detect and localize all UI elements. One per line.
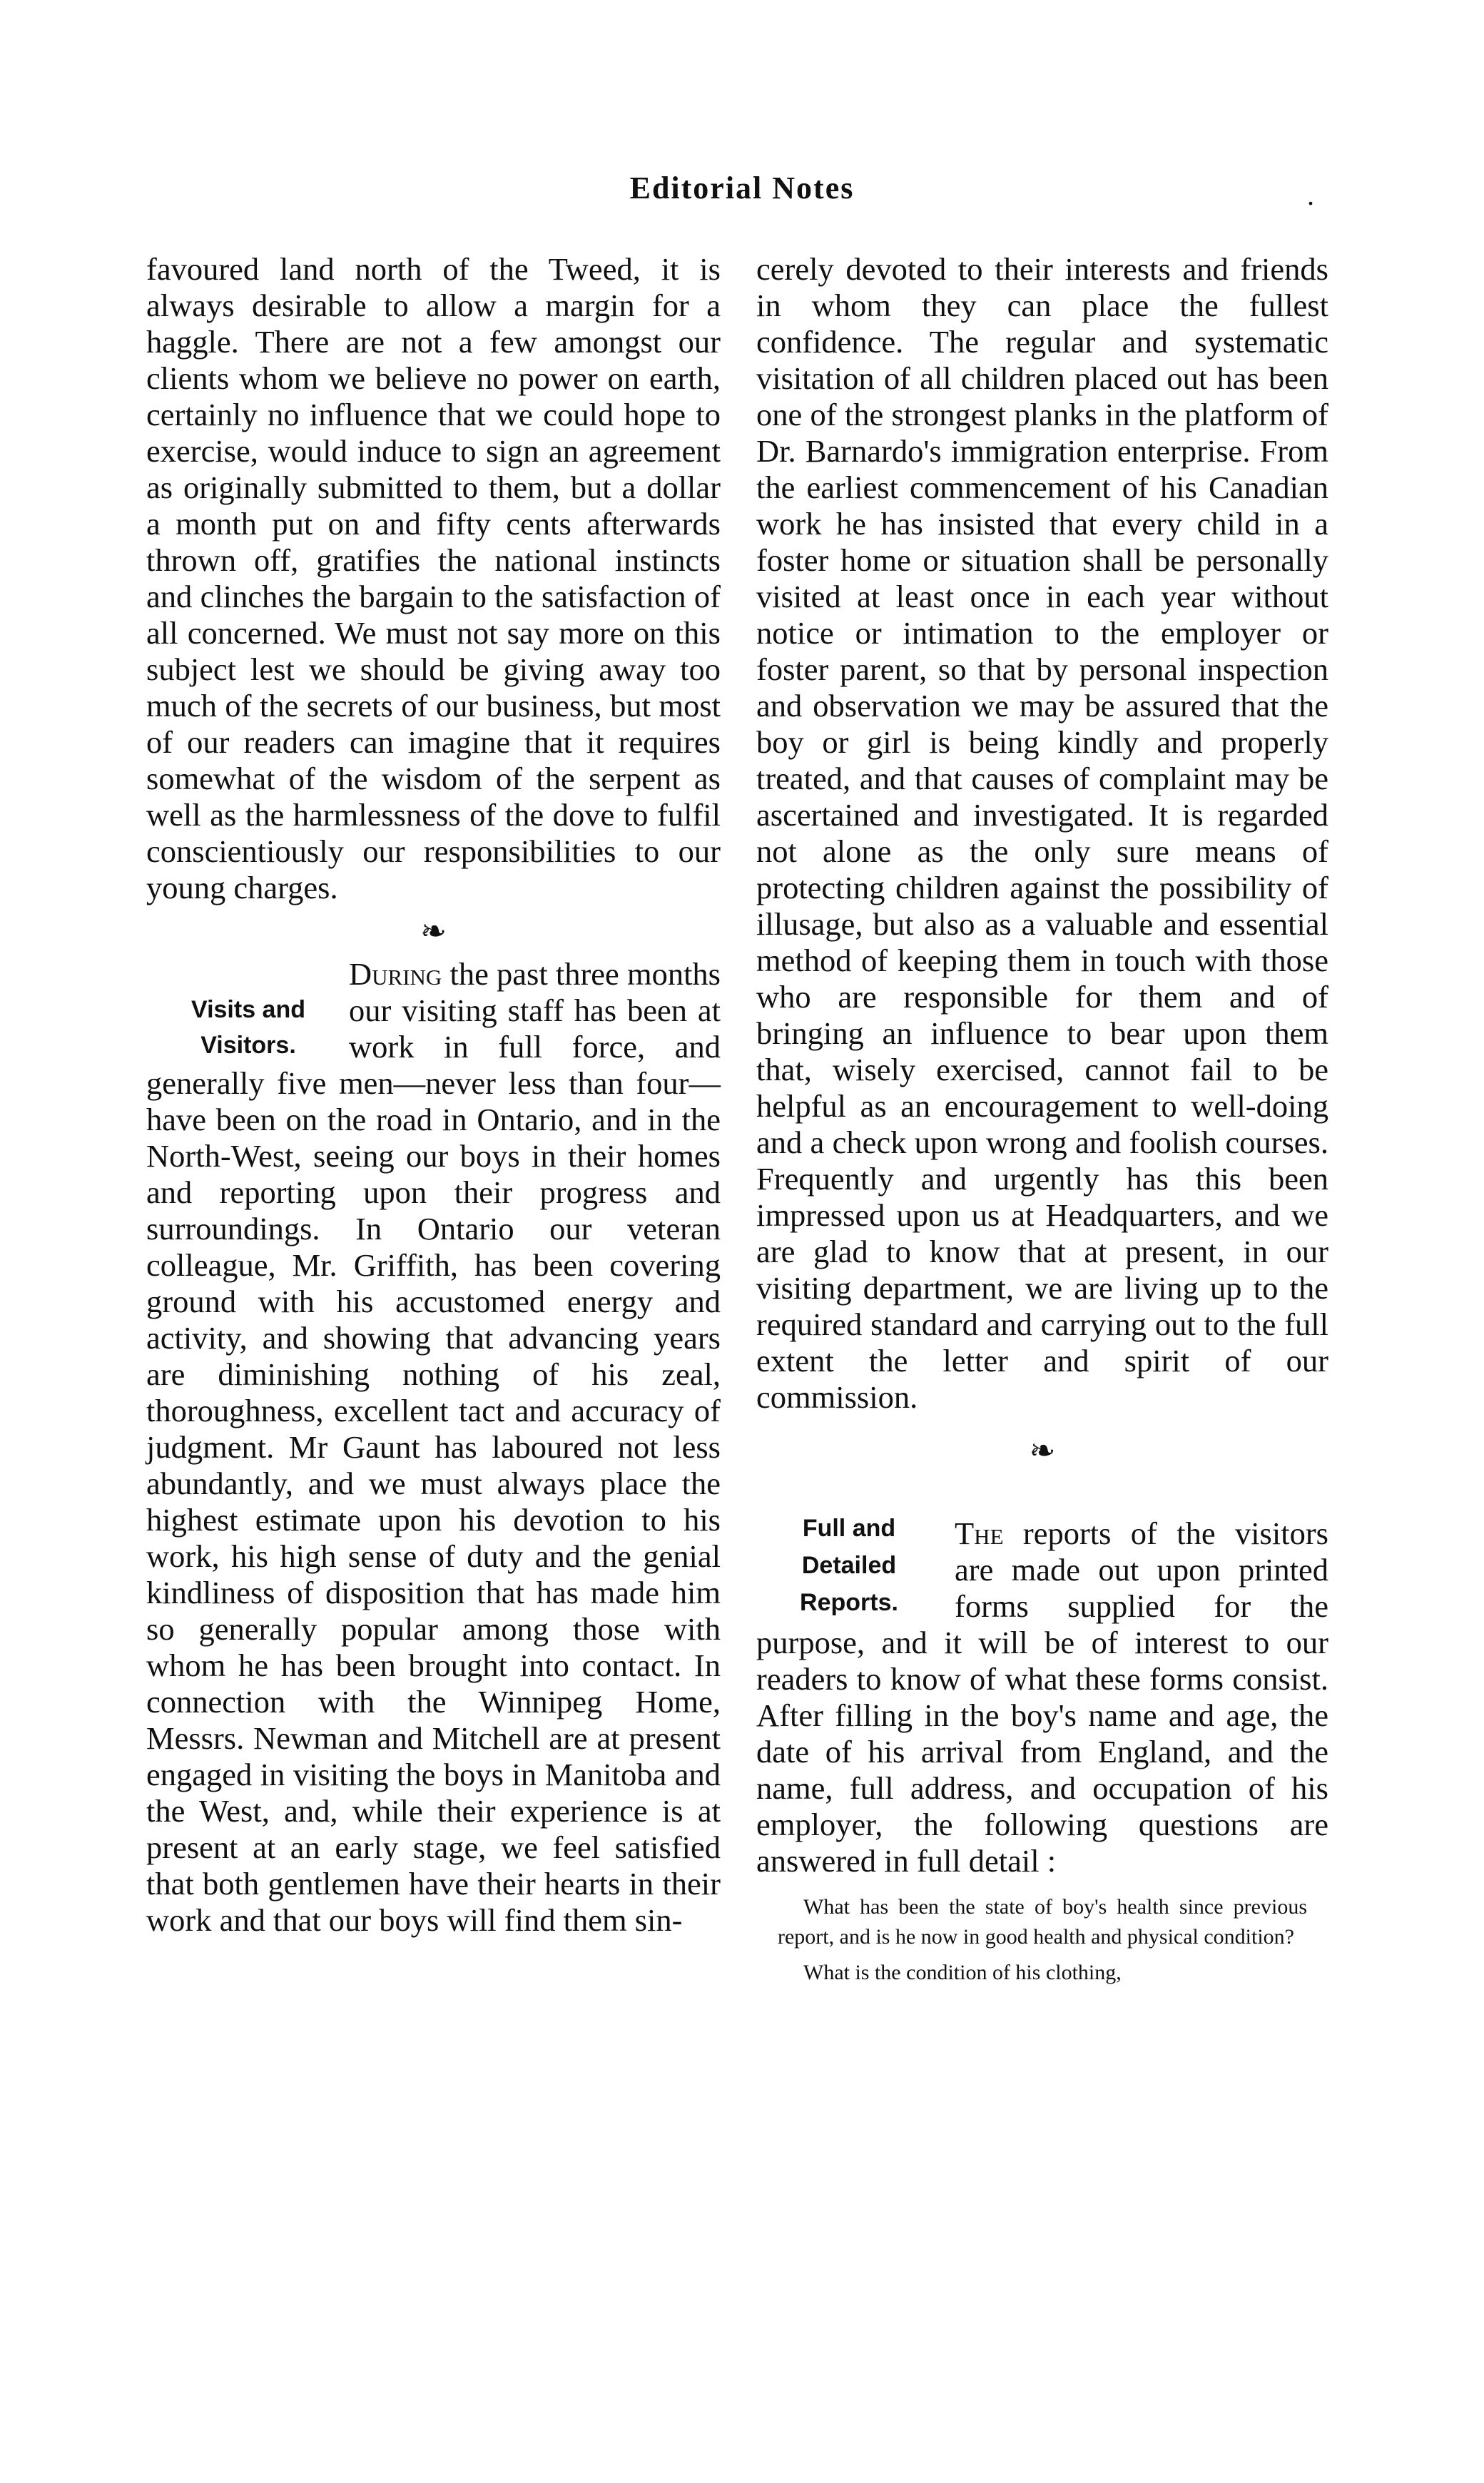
left-paragraph-2-text: the past three months our visiting staff has been at work in full force, and generally five men—never less than four—have been on the road in Ontario, and in the North-West, seeing our boys in their homes and reporting upon their progress and surroundings. In Ontario our veteran colleague, Mr. Griffith, has been covering ground with his accustomed energy and activity, and showing that advancing years are diminishing nothing of his zeal, thoroughness, excellent tact and accuracy of judgment. Mr Gaunt has laboured not less abundantly, and we must always place the highest estimate upon his devotion to his work, his high sense of duty and the genial kindliness of disposition that has made him so generally popular among those with whom he has been brought into contact. In connection with the Winnipeg Home, Messrs. Newman and Mitchell are at present engaged in visiting the boys in Manitoba and the West, and, while their experience is at present at an early stage, we feel satisfied that both gentlemen have their hearts in their work and that our boys will find them sin- [146,956,721,1938]
left-paragraph-1: favoured land north of the Tweed, it is always desirable to allow a margin for a haggle. There are not a few amongst our clients whom we believe no power on earth, certainly no influence that we could hope to exercise, would induce to sign an agreement as originally submitted to them, but a dollar a month put on and fifty cents afterwards thrown off, gratifies the national instincts and clinches the bargain to the satisfaction of all concerned. We must not say more on this subject lest we should be giving away too much of the secrets of our business, but most of our readers can imagine that it requires somewhat of the wisdom of the serpent as well as the harmlessness of the dove to fulfil conscientiously our responsibilities to our young charges. [146,251,721,905]
form-question-2: What is the condition of his clothing, [803,1961,1122,1984]
left-column [146,251,721,1939]
drop-lead-word: During [349,956,442,992]
fleuron-ornament-icon: ❧ [420,914,447,949]
drop-lead-word: The [955,1515,1004,1551]
page-header: Editorial Notes [629,171,855,205]
form-question-1: What has been the state of boy's health since previous report, and is he now in good health and physical condition? [778,1895,1307,1949]
right-paragraph-1: cerely devoted to their interests and friends in whom they can place the fullest confidence. The regular and systematic visitation of all children placed out has been one of the strongest planks in the platform of Dr. Barnardo's immigration enterprise. From the earliest commencement of his Canadian work he has insisted that every child in a foster home or situation shall be personally visited at least once in each year without notice or intimation to the employer or foster parent, so that by personal inspection and observation we may be assured that the boy or girl is being kindly and properly treated, and that causes of complaint may be ascertained and investigated. It is regarded not alone as the only sure means of protecting children against the possibility of illusage, but also as a valuable and essential method of keeping them in touch with those who are responsible for them and of bringing an influence to bear upon them that, wisely exercised, cannot fail to be helpful as an encouragement to well-doing and a check upon wrong and foolish courses. Frequently and urgently has this been impressed upon us at Headquarters, and we are glad to know that at present, in our visiting department, we are living up to the required standard and carrying out to the full extent the letter and spirit of our commission. [756,251,1328,1415]
right-column [756,251,1328,1988]
left-paragraph-2 [146,956,721,1939]
right-paragraph-2-text: reports of the visitors are made out upon printed forms supplied for the purpose, and it will be of interest to our readers to know of what these forms consist. After filling in the boy's name and age, the date of his arrival from England, and the name, full address, and occupation of his employer, the following questions are answered in full detail : [756,1515,1328,1879]
header-dot: . [1307,179,1314,211]
fleuron-ornament-icon: ❧ [1029,1433,1056,1468]
side-heading-reports: Full and Detailed Reports. [800,1515,898,1616]
side-heading-visits: Visits and Visitors. [191,996,305,1059]
